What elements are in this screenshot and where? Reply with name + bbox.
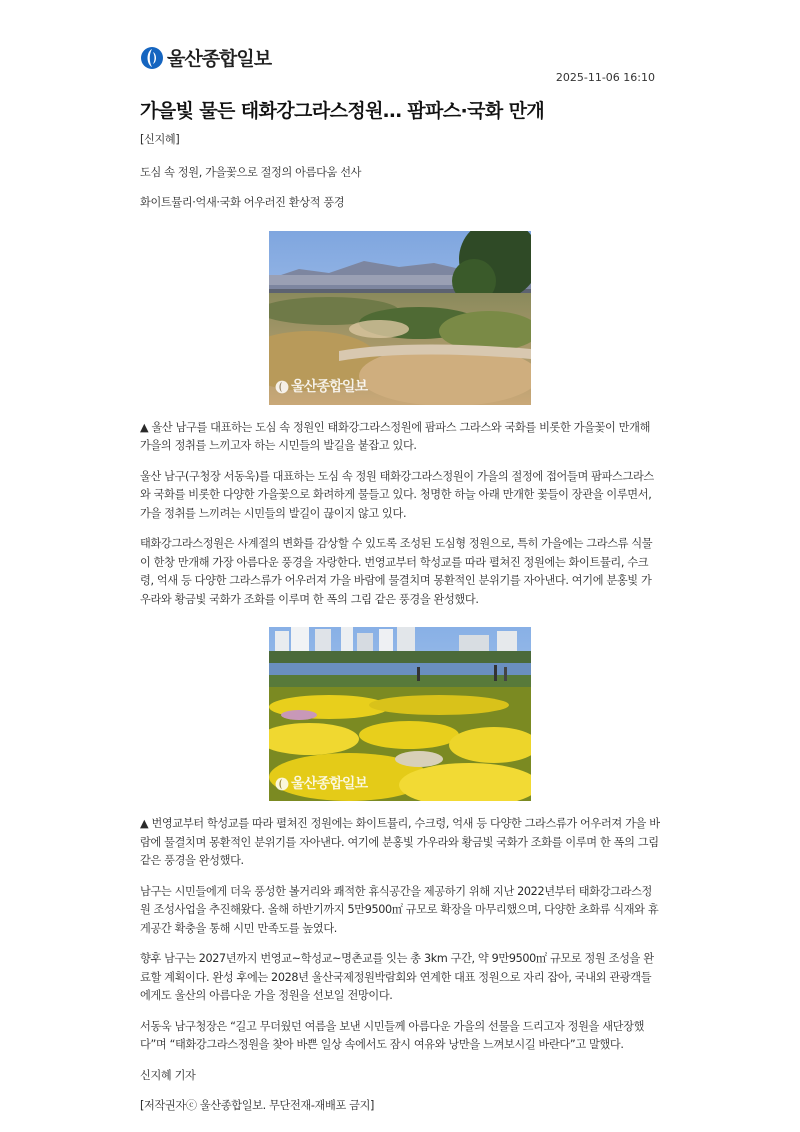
paragraph-1: 울산 남구(구청장 서동욱)를 대표하는 도심 속 정원 태화강그라스정원이 가을의 절정에 접어들며 팜파스그라스와 국화를 비롯한 다양한 가을꽃으로 화려하게 물들고 있다. 청명한 하늘 아래 만개한 꽃들이 장관을 이루면서, 가을 정취를 느끼려는 시민들의 발길이 끊이지 않고 있다.: [140, 469, 654, 520]
photo-watermark: 울산종합일보: [275, 775, 367, 794]
logo-text: 울산종합일보: [167, 48, 272, 70]
subhead-2: 화이트뮬리·억새·국화 어우러진 환상적 풍경: [140, 196, 345, 209]
subhead-1: 도심 속 정원, 가을꽃으로 절정의 아름다움 선사: [140, 165, 362, 179]
article-body: [140, 131, 660, 1116]
watermark-swirl-icon: [275, 777, 289, 791]
reporter-name: 신지혜 기자: [140, 1068, 196, 1082]
paragraph-5: 서동욱 남구청장은 “길고 무더웠던 여름을 보낸 시민들께 아름다운 가을의 선물을 드리고자 정원을 새단장했다”며 “태화강그라스정원을 찾아 바쁜 일상 속에서도 잠시 여유와 낭만을 느껴보시길 바란다”고 말했다.: [140, 1019, 645, 1051]
byline: [신지혜]: [140, 133, 180, 146]
paragraph-4: 향후 남구는 2027년까지 번영교~학성교~명촌교를 잇는 총 3km 구간, 약 9만9500㎡ 규모로 정원 조성을 완료할 계획이다. 완성 후에는 2028년 울산국제정원박람회와 연계한 대표 정원으로 자리 잡아, 국내외 관광객들에게도 울산의 아름다운 가을 정원을 선보일 전망이다.: [140, 952, 654, 1002]
copyright-notice: [저작권자ⓒ 울산종합일보. 무단전재-재배포 금지]: [140, 1099, 375, 1112]
paragraph-2: 태화강그라스정원은 사계절의 변화를 감상할 수 있도록 조성된 도심형 정원으로, 특히 가을에는 그라스류 식물이 한창 만개해 가장 아름다운 풍경을 자랑한다. 번영교부터 학성교를 따라 펼쳐진 정원에는 화이트뮬리, 수크령, 억새 등 다양한 그라스류가 어우러져 가을 바람에 물결치며 몽환적인 분위기를 자아낸다. 여기에 분홍빛 가우라와 황금빛 국화가 조화를 이루며 한 폭의 그림 같은 풍경을 완성했다.: [140, 537, 653, 606]
publish-date: 2025-11-06 16:10: [555, 71, 655, 84]
logo-swirl-icon: [140, 46, 164, 70]
photo-watermark: 울산종합일보: [275, 378, 367, 397]
site-logo[interactable]: [140, 44, 271, 71]
photo-caption-2: ▲ 번영교부터 학성교를 따라 펼쳐진 정원에는 화이트뮬리, 수크령, 억새 등 다양한 그라스류가 어우러져 가을 바람에 물결치며 몽환적인 분위기를 자아낸다. 여기에 분홍빛 가우라와 황금빛 국화가 조화를 이루며 한 폭의 그림 같은 풍경을 완성했다.: [140, 817, 660, 867]
article-title: 가을빛 물든 태화강그라스정원… 팜파스·국화 만개: [140, 100, 545, 122]
paragraph-3: 남구는 시민들에게 더욱 풍성한 볼거리와 쾌적한 휴식공간을 제공하기 위해 지난 2022년부터 태화강그라스정원 조성사업을 추진해왔다. 올해 하반기까지 5만9500㎡ 규모로 확장을 마무리했으며, 다양한 초화류 식재와 휴게공간 확충을 통해 시민 만족도를 높였다.: [140, 884, 659, 935]
photo-caption-1: ▲ 울산 남구를 대표하는 도심 속 정원인 태화강그라스정원에 팜파스 그라스와 국화를 비롯한 가을꽃이 만개해 가을의 정취를 느끼고자 하는 시민들의 발길을 붙잡고 있다.: [140, 420, 651, 452]
photo-grass-garden[interactable]: [269, 231, 531, 405]
watermark-swirl-icon: [275, 380, 289, 394]
photo-chrysanthemum[interactable]: [269, 627, 531, 801]
